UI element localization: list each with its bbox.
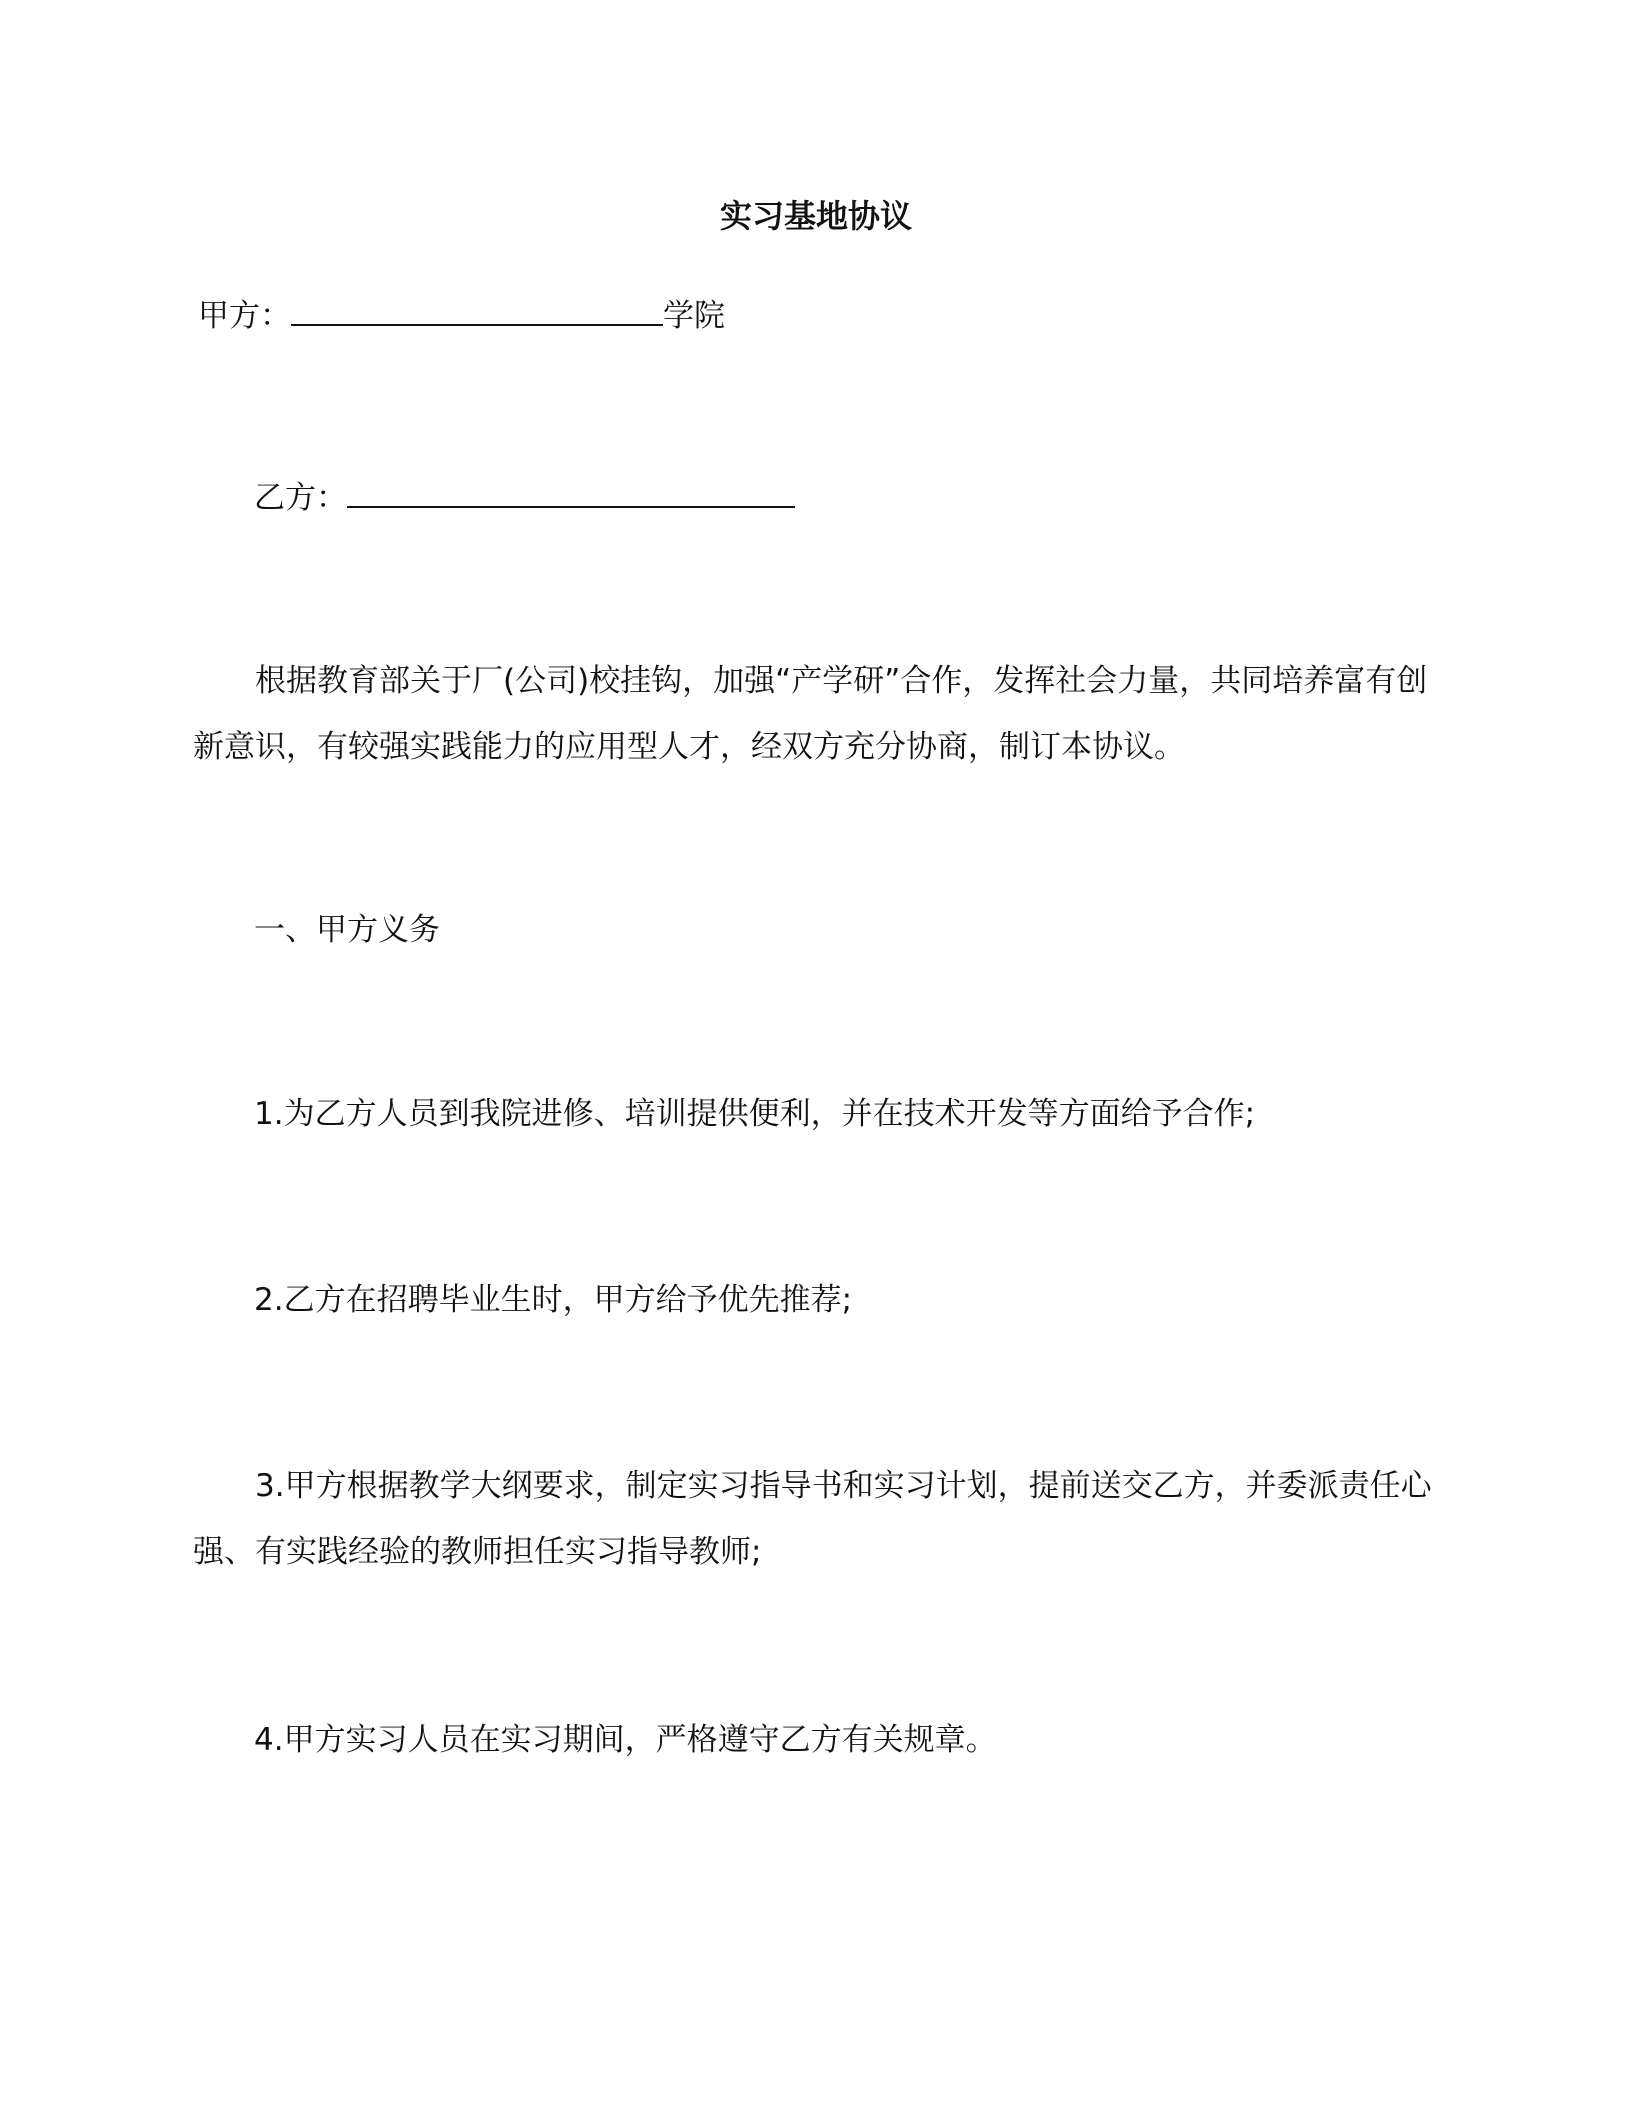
- party-b-line: [254, 476, 795, 518]
- party-a-blank: [291, 294, 663, 326]
- list-item: 3.甲方根据教学大纲要求，制定实习指导书和实习计划，提前送交乙方，并委派责任心强、有实践经验的教师担任实习指导教师;: [193, 1468, 1432, 1570]
- document-title: 实习基地协议: [719, 197, 912, 235]
- list-item: 1.为乙方人员到我院进修、培训提供便利，并在技术开发等方面给予合作;: [254, 1096, 1256, 1132]
- party-a-line: [198, 294, 725, 336]
- list-item: 4.甲方实习人员在实习期间，严格遵守乙方有关规章。: [254, 1722, 997, 1758]
- list-item: 2.乙方在招聘毕业生时，甲方给予优先推荐;: [254, 1282, 853, 1318]
- party-a-label: 甲方：: [198, 298, 291, 334]
- party-a-suffix: 学院: [663, 298, 725, 334]
- party-b-blank: [347, 476, 795, 508]
- party-b-label: 乙方：: [254, 480, 347, 516]
- section-heading: 一、甲方义务: [254, 912, 440, 948]
- intro-paragraph: 根据教育部关于厂(公司)校挂钩，加强“产学研”合作，发挥社会力量，共同培养富有创新意识，有较强实践能力的应用型人才，经双方充分协商，制订本协议。: [193, 663, 1428, 765]
